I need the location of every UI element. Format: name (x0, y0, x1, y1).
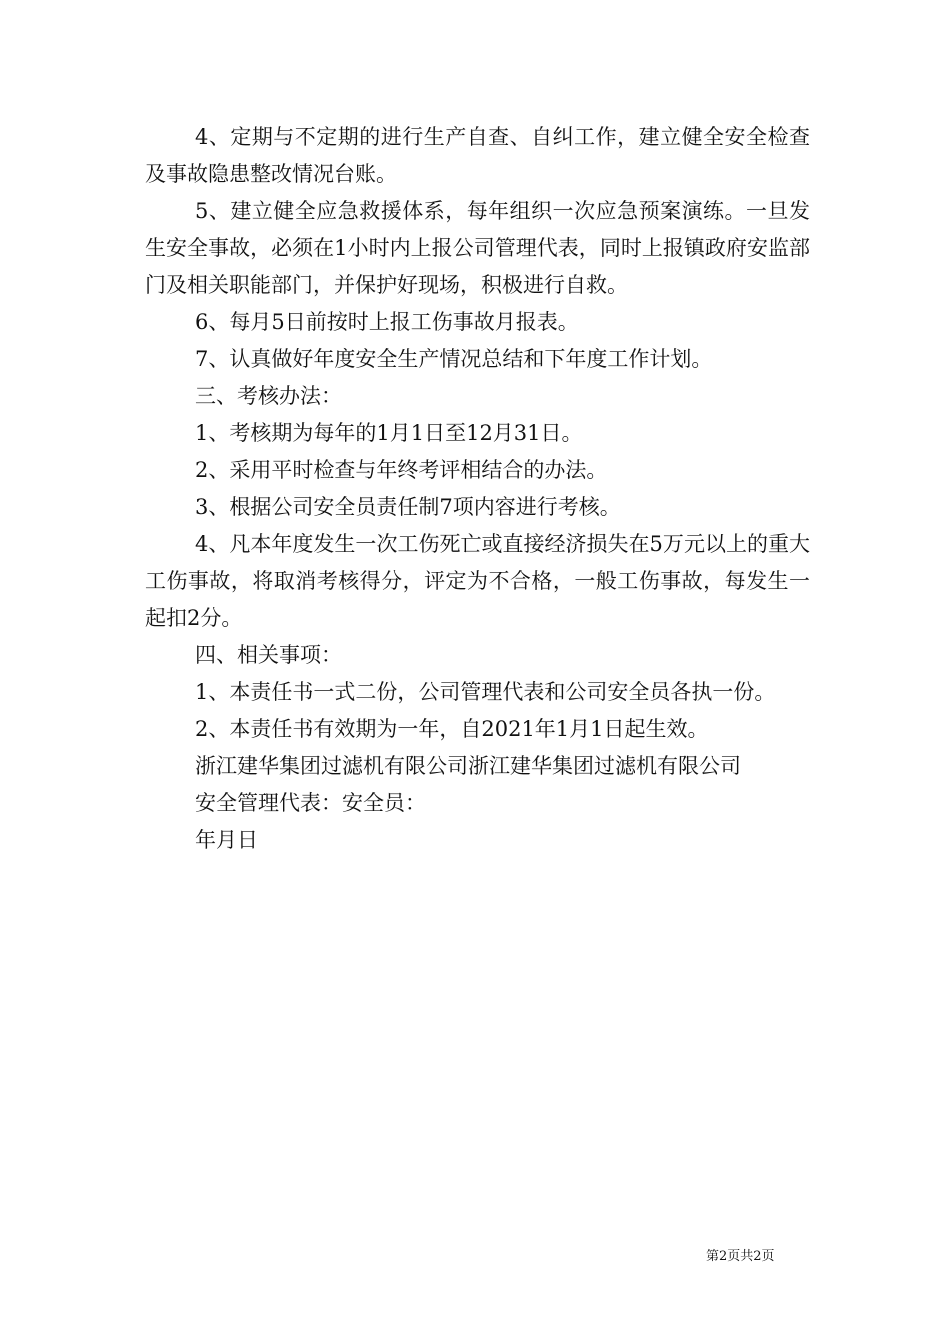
paragraph-assessment-4: 4、凡本年度发生一次工伤死亡或直接经济损失在5万元以上的重大工伤事故，将取消考核得分，评定为不合格，一般工伤事故，每发生一起扣2分。 (145, 532, 810, 630)
paragraph-assessment-2: 2、采用平时检查与年终考评相结合的办法。 (195, 458, 608, 482)
document-body (145, 119, 810, 859)
paragraph-assessment-3: 3、根据公司安全员责任制7项内容进行考核。 (195, 495, 621, 519)
paragraph-item-5-emergency: 5、建立健全应急救援体系，每年组织一次应急预案演练。一旦发生安全事故，必须在1小时内上报公司管理代表，同时上报镇政府安监部门及相关职能部门，并保护好现场，积极进行自救。 (145, 199, 810, 297)
signature-date: 年月日 (195, 828, 258, 852)
section-heading-assessment: 三、考核办法： (195, 384, 342, 408)
paragraph-related-1: 1、本责任书一式二份，公司管理代表和公司安全员各执一份。 (195, 680, 776, 704)
paragraph-item-4-inspection: 4、定期与不定期的进行生产自查、自纠工作，建立健全安全检查及事故隐患整改情况台账。 (145, 125, 810, 186)
section-heading-related-matters: 四、相关事项： (195, 643, 342, 667)
paragraph-related-2: 2、本责任书有效期为一年，自2021年1月1日起生效。 (195, 717, 709, 741)
paragraph-assessment-1: 1、考核期为每年的1月1日至12月31日。 (195, 421, 583, 445)
signature-company-names: 浙江建华集团过滤机有限公司浙江建华集团过滤机有限公司 (195, 754, 741, 778)
signature-roles: 安全管理代表：安全员： (195, 791, 426, 815)
paragraph-item-7-annual-summary: 7、认真做好年度安全生产情况总结和下年度工作计划。 (195, 347, 713, 371)
paragraph-item-6-monthly-report: 6、每月5日前按时上报工伤事故月报表。 (195, 310, 579, 334)
page-indicator: 第2页共2页 (706, 1249, 775, 1264)
